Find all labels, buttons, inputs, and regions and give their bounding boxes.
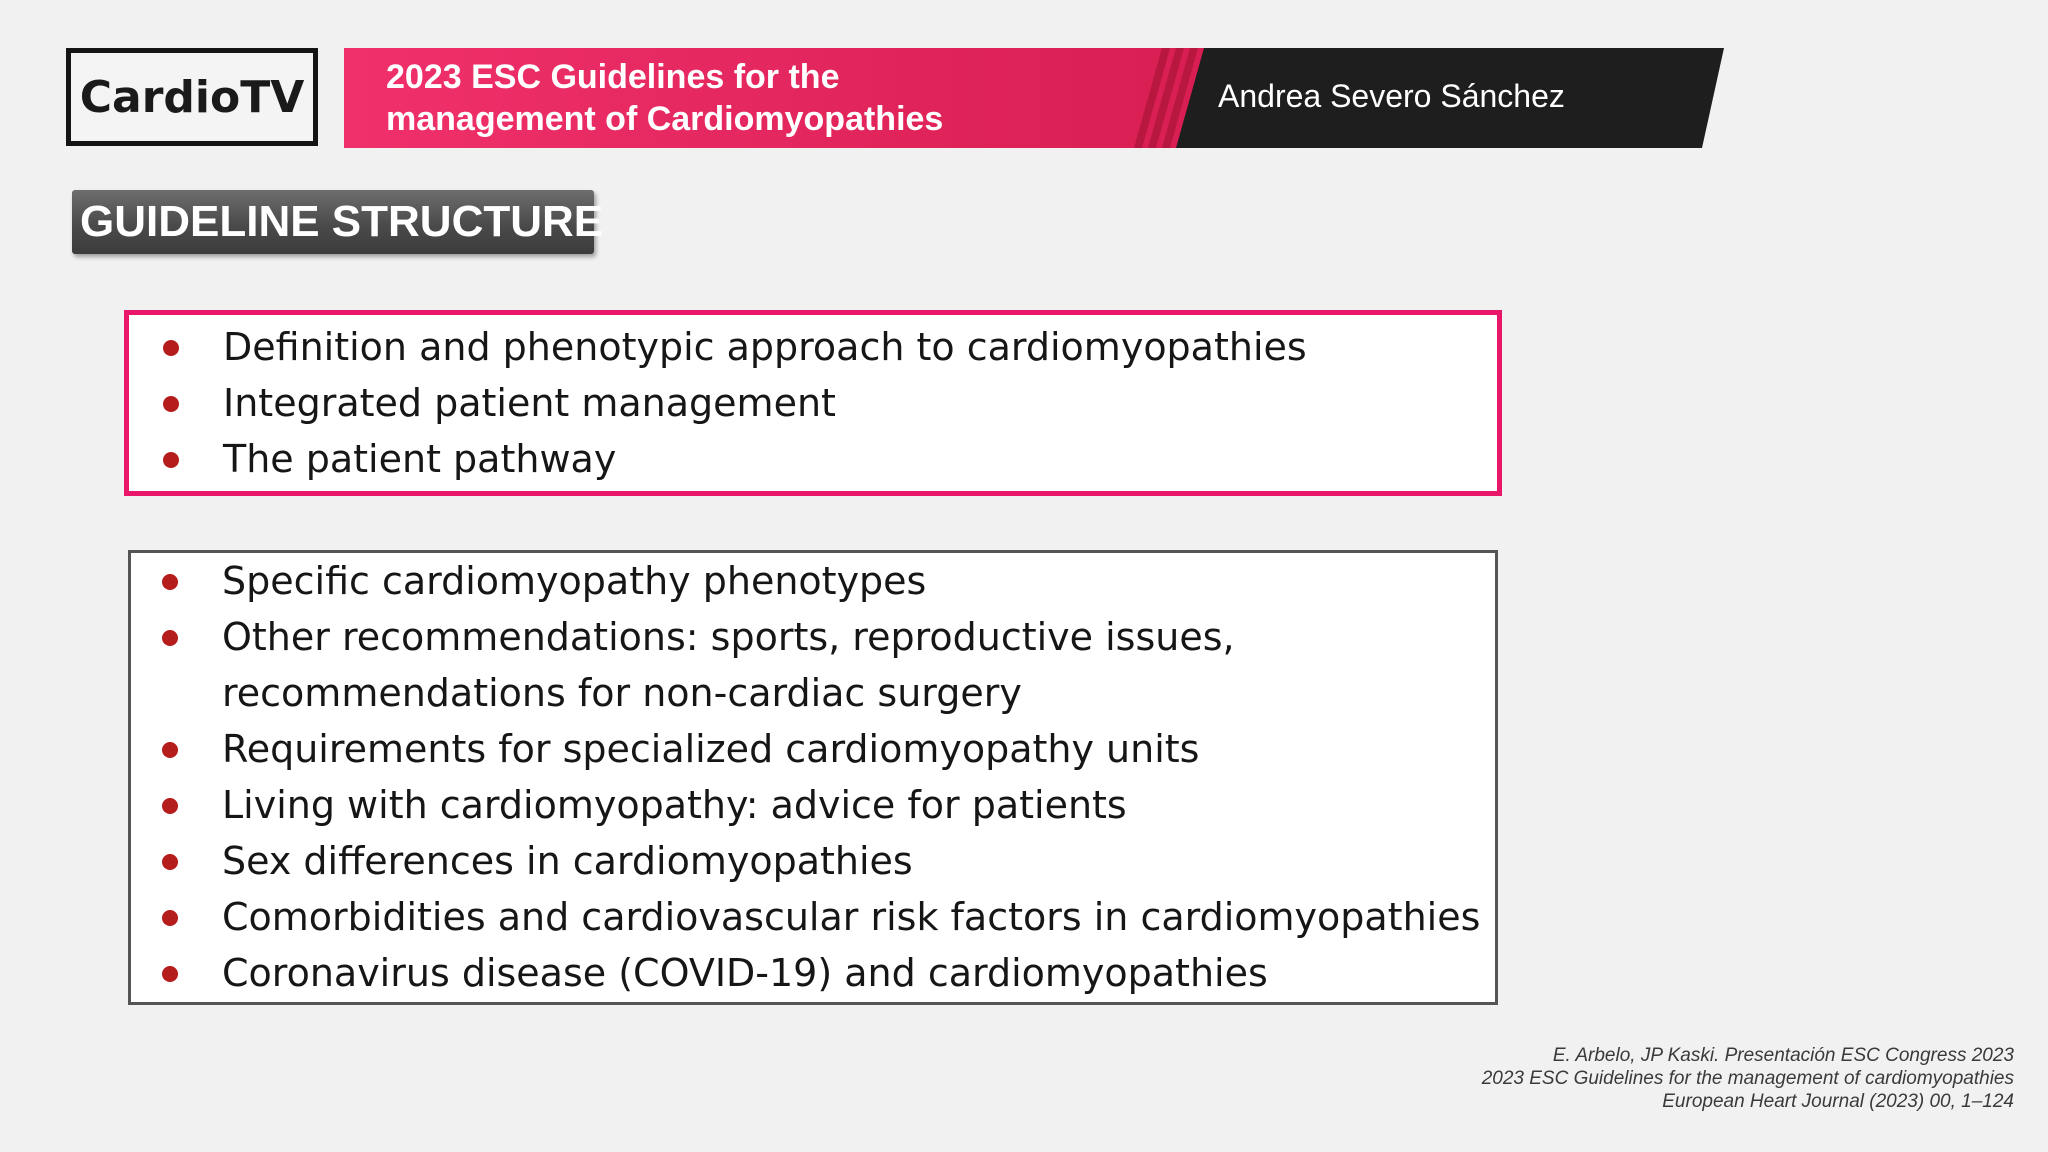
other-topics-list [131,553,1495,1001]
list-item [131,553,1495,609]
highlighted-topics-list [129,319,1497,487]
list-item-text: Definition and phenotypic approach to cardiomyopathies [223,325,1307,369]
list-item-text: Other recommendations: sports, reproductive issues, [222,615,1235,659]
list-item [131,889,1495,945]
list-item [129,319,1497,375]
list-item [131,777,1495,833]
list-item [131,609,1495,721]
citation-line-2: 2023 ESC Guidelines for the management of cardiomyopathies [1481,1068,2014,1089]
citation-line-3: European Heart Journal (2023) 00, 1–124 [1662,1091,2014,1112]
banner-title [386,56,943,140]
list-item [131,833,1495,889]
list-item-text: Specific cardiomyopathy phenotypes [222,559,927,603]
list-item-text: The patient pathway [223,437,617,481]
bullet-icon [163,340,179,356]
list-item [131,945,1495,1001]
presenter-name: Andrea Severo Sánchez [1218,78,1565,114]
highlighted-topics-box [124,310,1502,496]
list-item [129,431,1497,487]
banner-title-line-1: 2023 ESC Guidelines for the [386,58,840,96]
list-item-text: Comorbidities and cardiovascular risk factors in cardiomyopathies [222,895,1481,939]
bullet-icon [162,966,178,982]
cardiotv-logo [66,48,318,146]
citation-line-1: E. Arbelo, JP Kaski. Presentación ESC Congress 2023 [1552,1045,2014,1066]
bullet-icon [163,452,179,468]
list-item-text: Sex differences in cardiomyopathies [222,839,913,883]
list-item-text: Integrated patient management [223,381,836,425]
other-topics-box [128,550,1498,1005]
bullet-icon [162,742,178,758]
list-item-text: Requirements for specialized cardiomyopathy units [222,727,1200,771]
list-item [131,721,1495,777]
list-item-text: Living with cardiomyopathy: advice for patients [222,783,1127,827]
list-item [129,375,1497,431]
bullet-icon [162,630,178,646]
bullet-icon [162,798,178,814]
list-item-text: Coronavirus disease (COVID-19) and cardiomyopathies [222,951,1268,995]
section-heading-text: GUIDELINE STRUCTURE [80,197,604,246]
list-item-text-continued: recommendations for non-cardiac surgery [222,671,1022,715]
citation [1482,1044,2014,1113]
title-banner [344,48,1724,148]
bullet-icon [162,854,178,870]
logo-text: CardioTV [79,71,305,123]
section-heading [72,190,604,254]
banner-title-line-2: management of Cardiomyopathies [386,100,944,138]
bullet-icon [163,396,179,412]
bullet-icon [162,910,178,926]
bullet-icon [162,574,178,590]
